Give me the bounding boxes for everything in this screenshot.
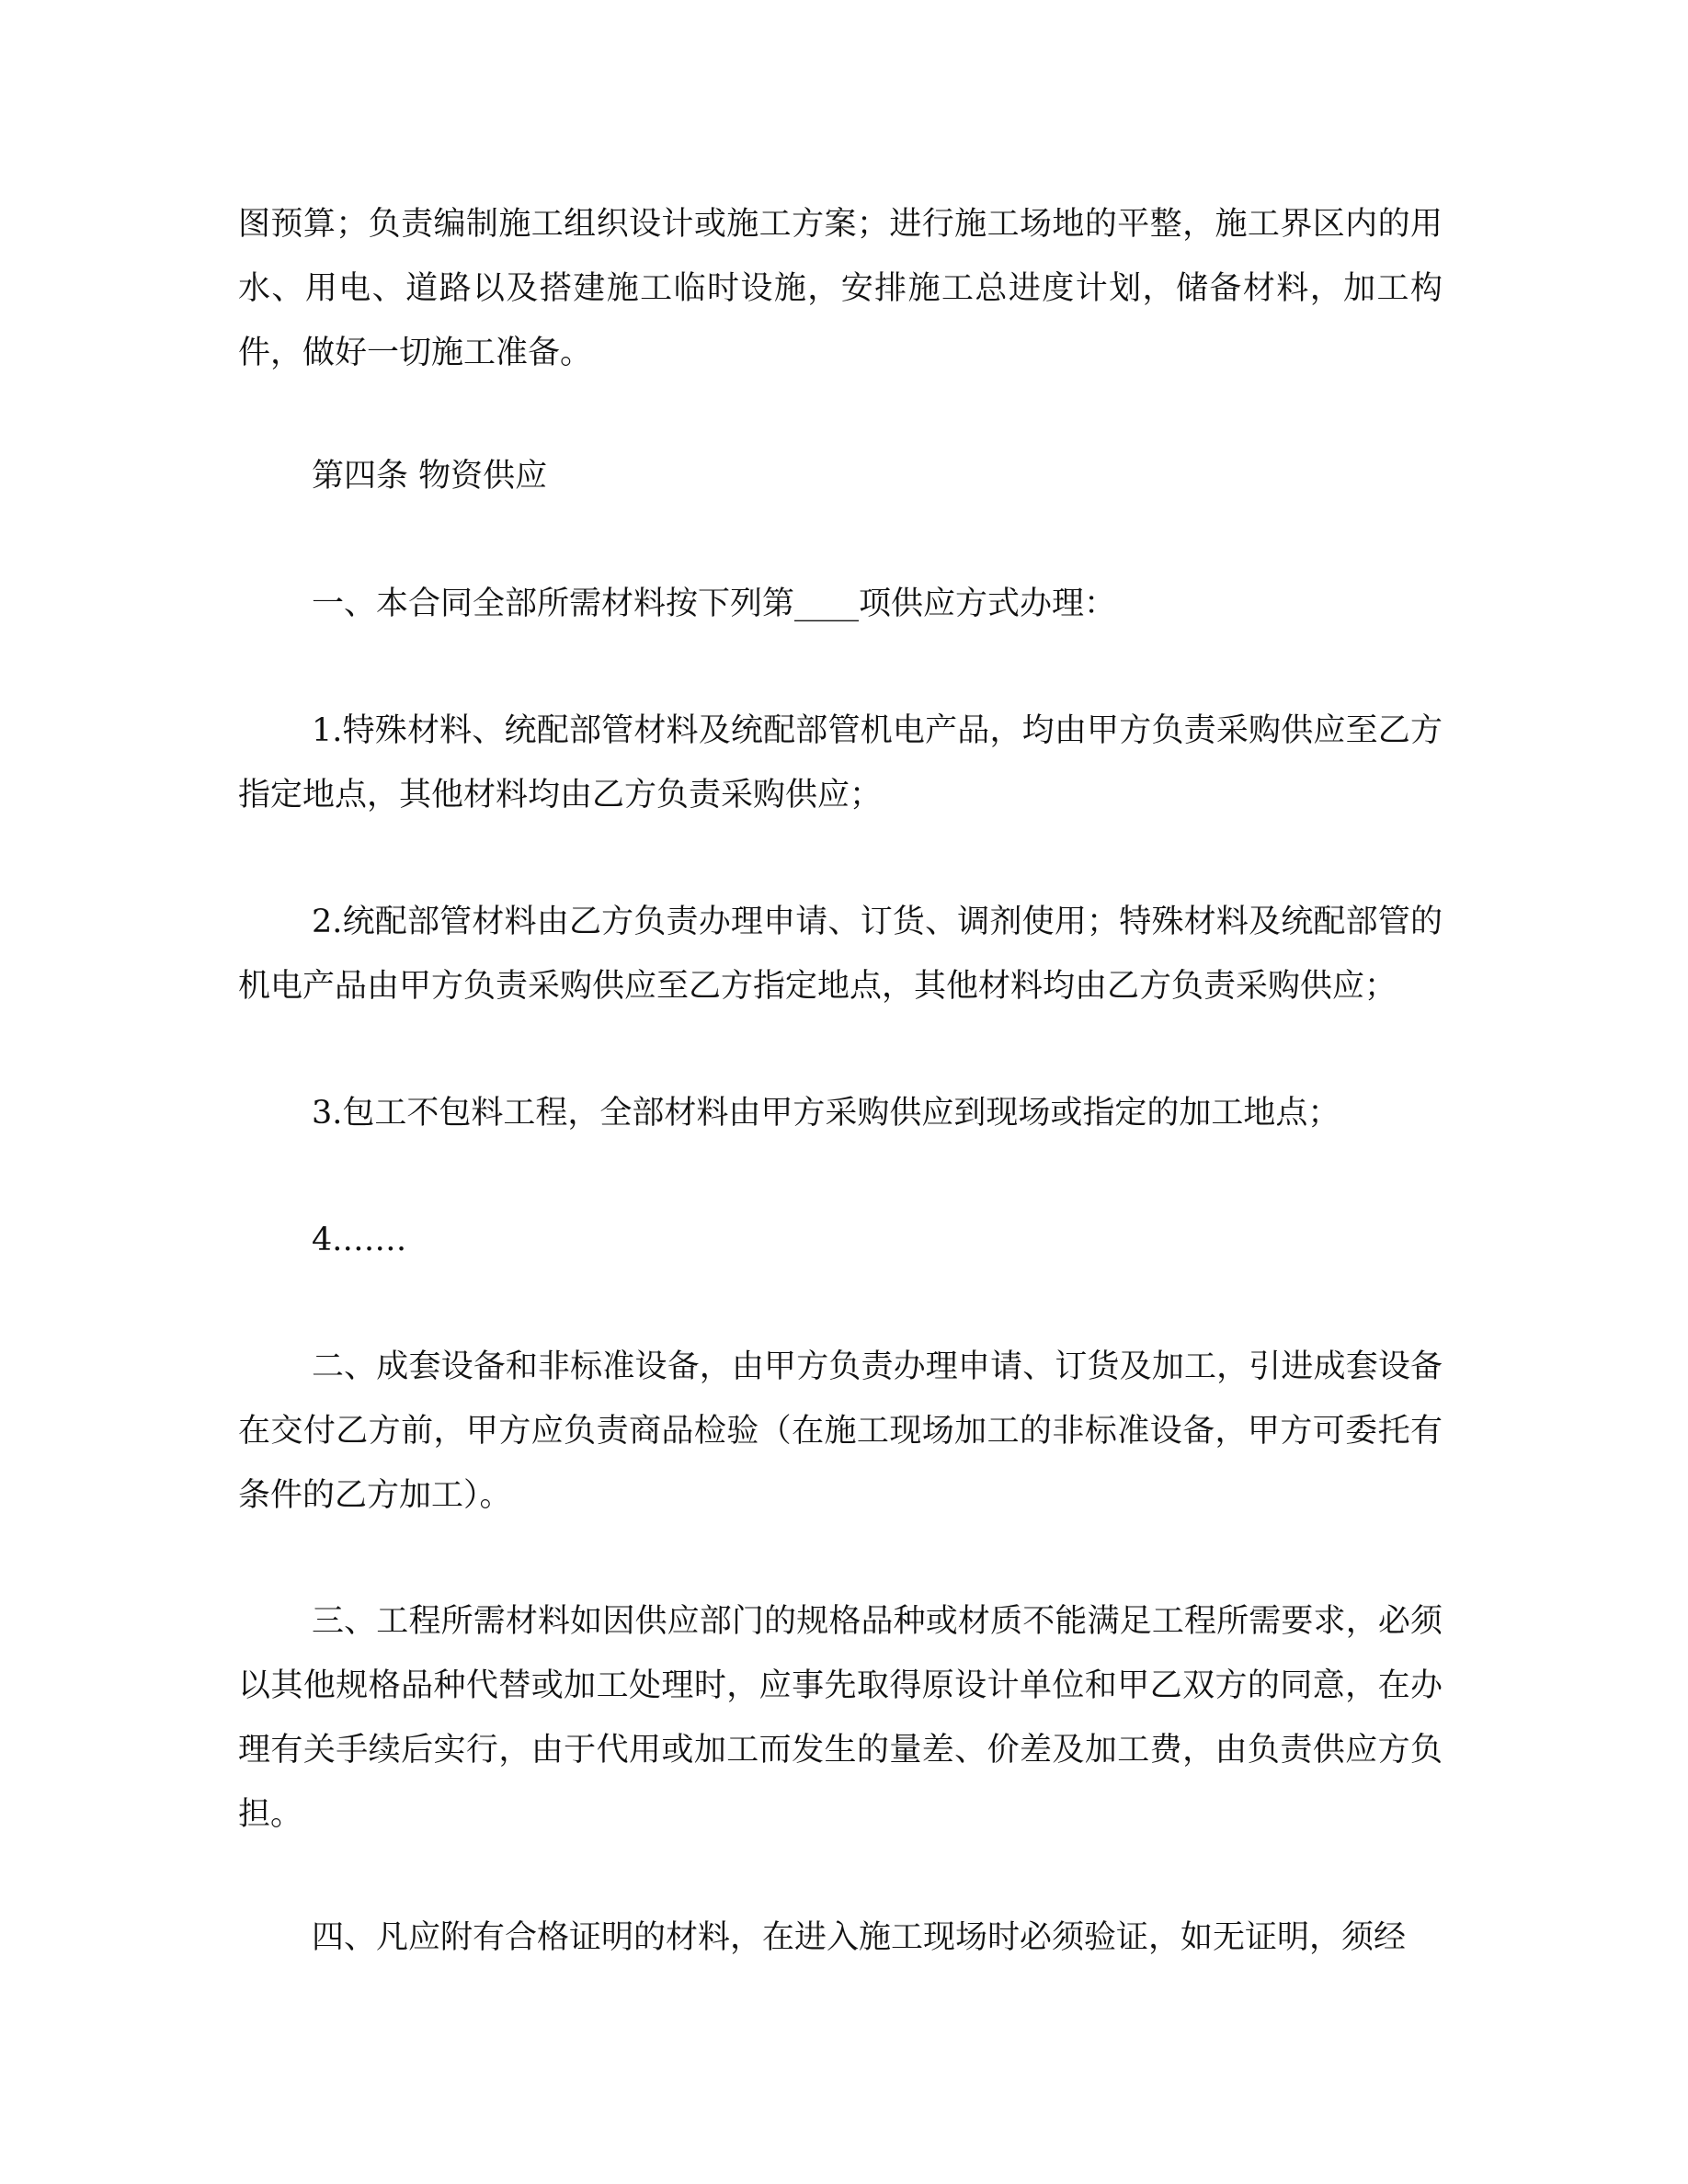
paragraph-7: 二、成套设备和非标准设备，由甲方负责办理申请、订货及加工，引进成套设备在交付乙方前，甲方应负责商品检验（在施工现场加工的非标准设备，甲方可委托有条件的乙方加工）。 — [238, 1348, 1443, 1514]
paragraph-9: 四、凡应附有合格证明的材料，在进入施工现场时必须验证，如无证明，须经 — [312, 1919, 1407, 1956]
paragraph-4: 2.统配部管材料由乙方负责办理申请、订货、调剂使用；特殊材料及统配部管的机电产品由甲方负责采购供应至乙方指定地点，其他材料均由乙方负责采购供应； — [238, 904, 1443, 1005]
paragraph-5: 3.包工不包料工程，全部材料由甲方采购供应到现场或指定的加工地点； — [312, 1095, 1340, 1132]
paragraph-3: 1.特殊材料、统配部管材料及统配部管机电产品，均由甲方负责采购供应至乙方指定地点，其他材料均由乙方负责采购供应； — [238, 712, 1443, 813]
paragraph-8: 三、工程所需材料如因供应部门的规格品种或材质不能满足工程所需要求，必须以其他规格品种代替或加工处理时，应事先取得原设计单位和甲乙双方的同意，在办理有关手续后实行，由于代用或加工而发生的量差、价差及加工费，由负责供应方负担。 — [238, 1603, 1443, 1833]
section-heading: 第四条 物资供应 — [312, 458, 548, 495]
paragraph-2: 一、本合同全部所需材料按下列第____项供应方式办理： — [312, 586, 1117, 622]
paragraph-6: 4.…… — [312, 1222, 407, 1258]
paragraph-1: 图预算；负责编制施工组织设计或施工方案；进行施工场地的平整，施工界区内的用水、用电、道路以及搭建施工临时设施，安排施工总进度计划，储备材料，加工构件，做好一切施工准备。 — [238, 206, 1443, 371]
